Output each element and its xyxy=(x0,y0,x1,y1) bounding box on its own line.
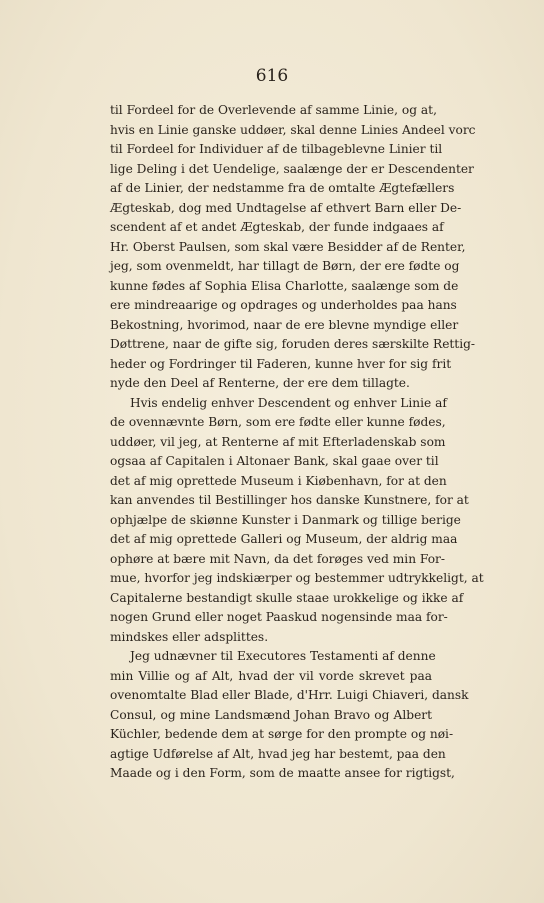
text-line: heder og Fordringer til Faderen, kunne hver for sig frit xyxy=(110,356,452,371)
text-line: hvis en Linie ganske uddøer, skal denne Linies Andeel vorc xyxy=(110,122,476,137)
text-line: Døttrene, naar de gifte sig, foruden deres særskilte Rettig- xyxy=(110,337,476,351)
text-line: Bekostning, hvorimod, naar de ere blevne myndige eller xyxy=(110,317,459,332)
text-line: Jeg udnævner til Executores Testamenti af denne xyxy=(130,649,436,663)
body-text xyxy=(110,101,484,784)
text-line: ere mindreaarige og opdrages og underholdes paa hans xyxy=(110,298,457,312)
page-number: 616 xyxy=(255,66,289,86)
text-line: mindskes eller adsplittes. xyxy=(110,629,269,644)
text-line: Capitalerne bestandigt skulle staae urokkelige og ikke af xyxy=(110,590,464,605)
text-line: det af mig oprettede Galleri og Museum, der aldrig maa xyxy=(110,532,458,546)
text-line: det af mig oprettede Museum i Kiøbenhavn, for at den xyxy=(110,473,447,488)
text-line: ophjælpe de skiønne Kunster i Danmark og tillige berige xyxy=(110,512,461,527)
text-line: nogen Grund eller noget Paaskud nogensinde maa for- xyxy=(110,610,448,624)
text-line: Küchler, bedende dem at sørge for den prompte og nøi- xyxy=(110,727,454,741)
text-line: mue, hvorfor jeg indskiærper og bestemmer udtrykkeligt, at xyxy=(110,571,484,585)
text-line: min Villie og af Alt, hvad der vil vorde skrevet paa xyxy=(110,668,432,683)
text-line: Ægteskab, dog med Undtagelse af ethvert Barn eller De- xyxy=(110,200,462,215)
text-line: Hvis endelig enhver Descendent og enhver Linie af xyxy=(130,395,447,410)
text-line: ogsaa af Capitalen i Altonaer Bank, skal gaae over til xyxy=(110,454,439,468)
text-line: kunne fødes af Sophia Elisa Charlotte, saalænge som de xyxy=(110,278,459,293)
text-line: Hr. Oberst Paulsen, som skal være Besidder af de Renter, xyxy=(110,239,466,254)
text-line: Consul, og mine Landsmænd Johan Bravo og Albert xyxy=(110,707,432,722)
text-line: lige Deling i det Uendelige, saalænge der er Descendenter xyxy=(110,161,474,176)
text-line: jeg, som ovenmeldt, har tillagt de Børn, der ere fødte og xyxy=(110,259,460,273)
text-line: nyde den Deel af Renterne, der ere dem tillagte. xyxy=(110,376,410,390)
text-line: af de Linier, der nedstamme fra de omtalte Ægtefællers xyxy=(110,181,455,195)
text-line: til Fordeel for Individuer af de tilbageblevne Linier til xyxy=(110,142,443,156)
text-line: agtige Udførelse af Alt, hvad jeg har bestemt, paa den xyxy=(110,746,446,761)
text-line: kan anvendes til Bestillinger hos danske Kunstnere, for at xyxy=(110,493,469,507)
text-line: ovenomtalte Blad eller Blade, d'Hrr. Luigi Chiaveri, dansk xyxy=(110,688,469,702)
text-line: til Fordeel for de Overlevende af samme Linie, og at, xyxy=(110,103,437,117)
text-line: de ovennævnte Børn, som ere fødte eller kunne fødes, xyxy=(110,415,446,429)
text-line: Maade og i den Form, som de maatte ansee for rigtigst, xyxy=(110,766,455,780)
text-line: scendent af et andet Ægteskab, der funde indgaaes af xyxy=(110,220,444,234)
text-line: uddøer, vil jeg, at Renterne af mit Efterladenskab som xyxy=(110,434,446,449)
text-line: ophøre at bære mit Navn, da det forøges ved min For- xyxy=(110,551,445,566)
